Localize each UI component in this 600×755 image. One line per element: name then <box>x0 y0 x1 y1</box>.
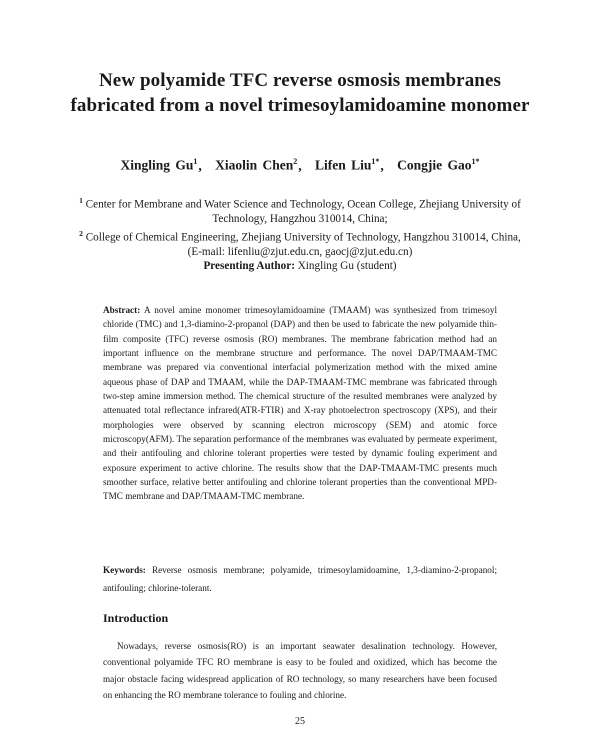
abstract-label: Abstract: <box>103 305 141 315</box>
affiliation-text: College of Chemical Engineering, Zhejiang University of Technology, Hangzhou 310014, China, <box>85 231 521 244</box>
affiliations <box>60 194 540 274</box>
affiliation-1 <box>60 194 540 227</box>
affiliation-mark: 2 <box>79 228 83 238</box>
author-affiliation-mark: 1* <box>471 157 480 166</box>
introduction-paragraph: Nowadays, reverse osmosis(RO) is an important seawater desalination technology. However, conventional polyamide TFC RO membrane is easy to be fouled and oxidized, which has become the major obstacle facing widespread application of RO technology, so many researchers have been focused on enhancing the RO membrane tolerance to fouling and chlorine. <box>103 641 497 700</box>
presenting-author <box>60 259 540 274</box>
author-name: Congjie Gao <box>397 157 472 173</box>
abstract-text: A novel amine monomer trimesoylamidoamine (TMAAM) was synthesized from trimesoyl chloride (TMC) and 1,3-diamino-2-propanol (DAP) and then be used to fabricate the new polyamide thin-film composite (TFC) reverse osmosis (RO) membranes. The membrane fabrication method had an important influence on the membrane structure and performance. The novel DAP/TMAAM-TMC membrane was prepared via conventional interfacial polymerization method with the mixed amine aqueous phase of DAP and TMAAM, while the DAP-TMAAM-TMC membrane was fabricated through two-step amine immersion method. The chemical structure of the resulted membranes were analyzed by attenuated total reflectance infrared(ATR-FTIR) and X-ray photoelectron spectroscopy (XPS), and their morphologies were observed by scanning electron microscopy (SEM) and atomic force microscopy(AFM). The separation performance of the membranes was evaluated by permeate experiment, and their antifouling and chlorine tolerant properties were tested by dynamic fouling experiment and exposure experiment to active chlorine. The results show that the DAP-TMAAM-TMC presents much smoother surface, relative better antifouling and chlorine tolerant properties than the conventional MPD-TMC membrane and DAP/TMAAM-TMC membrane. <box>103 305 497 502</box>
keywords <box>103 561 497 597</box>
section-heading-introduction: Introduction <box>103 611 169 625</box>
author-separator: , <box>380 157 384 173</box>
author-affiliation-mark: 1* <box>371 157 380 166</box>
author-separator: , <box>198 157 202 173</box>
affiliation-text: Center for Membrane and Water Science and Technology, Ocean College, Zhejiang University of Technology, Hangzhou 310014, China; <box>85 198 521 226</box>
presenting-author-label: Presenting Author: <box>203 260 295 273</box>
keywords-label: Keywords: <box>103 565 146 575</box>
author-name: Xingling Gu <box>120 157 194 173</box>
page-number: 25 <box>295 716 305 727</box>
affiliation-mark: 1 <box>79 196 83 205</box>
author-list <box>60 157 540 174</box>
keywords-text: Reverse osmosis membrane; polyamide, trimesoylamidoamine, 1,3-diamino-2-propanol; antifouling; chlorine-tolerant. <box>103 565 497 593</box>
affiliation-2 <box>60 227 540 245</box>
author-affiliation-mark: 2 <box>293 157 298 166</box>
contact-email: (E-mail: lifenliu@zjut.edu.cn, gaocj@zjut.edu.cn) <box>187 245 413 258</box>
author-affiliation-mark: 1 <box>193 157 198 166</box>
paper-title: New polyamide TFC reverse osmosis membranes fabricated from a novel trimesoylamidoamine monomer <box>70 70 530 116</box>
presenting-author-name: Xingling Gu (student) <box>297 260 397 273</box>
author-name: Lifen Liu <box>315 157 372 173</box>
author-separator: , <box>298 157 302 173</box>
abstract <box>103 303 497 504</box>
author-name: Xiaolin Chen <box>215 157 294 173</box>
